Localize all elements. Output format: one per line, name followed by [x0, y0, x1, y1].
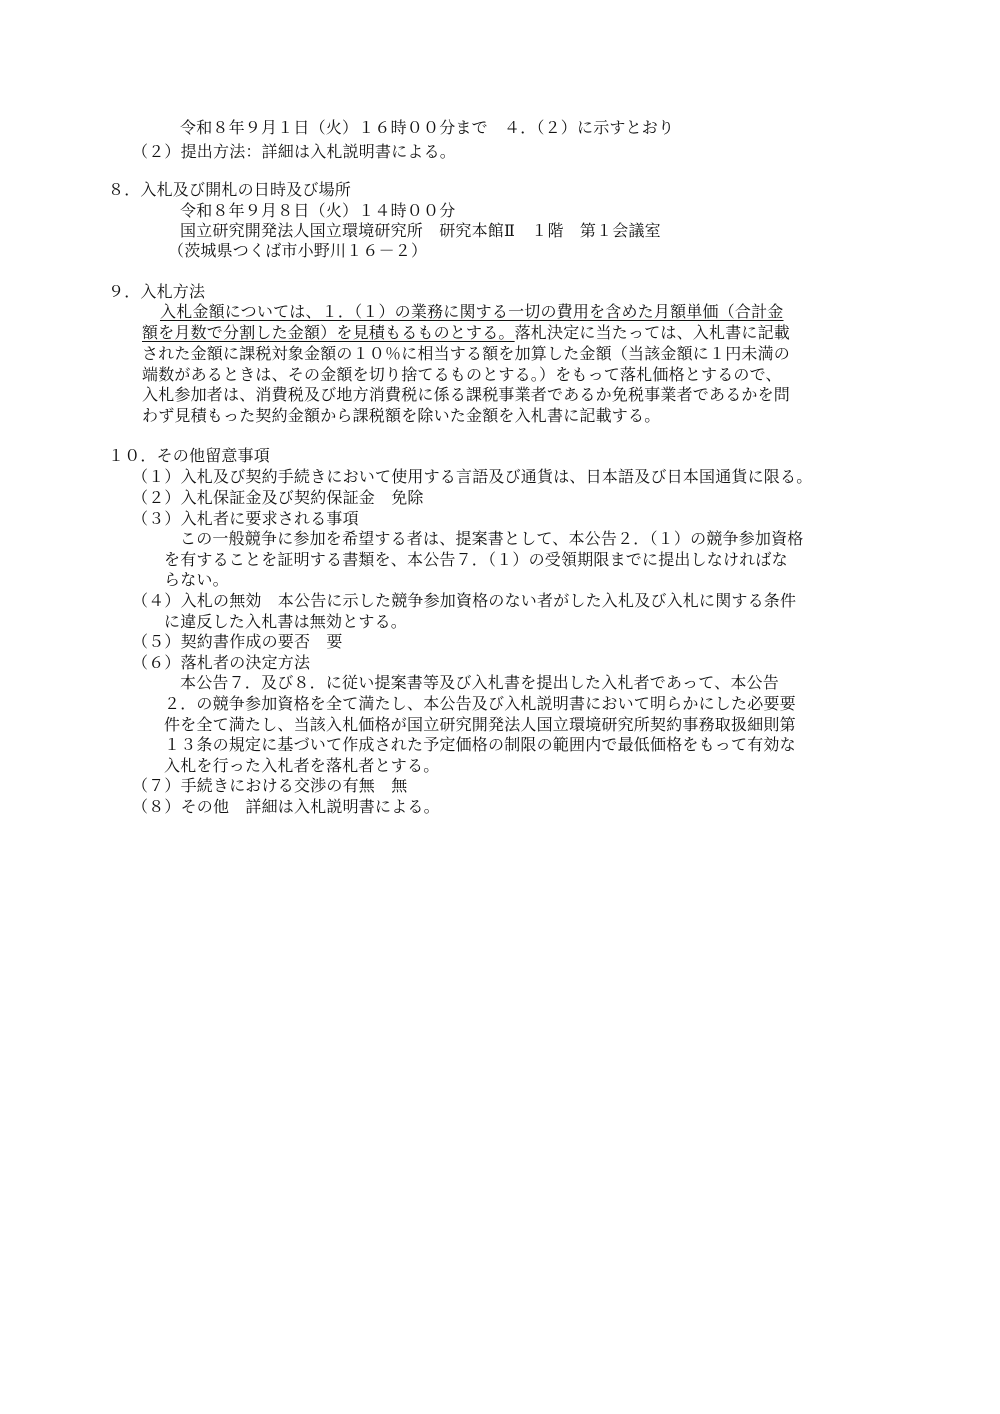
notes-item-3-line-2: を有することを証明する書類を、本公告７．（１）の受領期限までに提出しなければな: [164, 550, 788, 569]
bid-method-line-1: 入札金額については、１．（１）の業務に関する一切の費用を含めた月額単価（合計金: [160, 302, 784, 321]
notes-item-4-line-1: （４）入札の無効 本公告に示した競争参加資格のない者がした入札及び入札に関する条件: [132, 591, 797, 610]
notes-item-1: （１）入札及び契約手続きにおいて使用する言語及び通貨は、日本語及び日本国通貨に限る。: [132, 467, 813, 486]
bid-method-line-6: わず見積もった契約金額から課税額を除いた金額を入札書に記載する。: [142, 406, 661, 425]
bid-method-line-2: [142, 323, 790, 343]
notes-item-8: （８）その他 詳細は入札説明書による。: [132, 797, 440, 816]
bid-opening-datetime: 令和８年９月８日（火）１４時００分: [180, 201, 456, 220]
bid-method-line-4: 端数があるときは、その金額を切り捨てるものとする。）をもって落札価格とするので、: [142, 365, 782, 384]
submission-method: （２）提出方法：詳細は入札説明書による。: [132, 142, 457, 161]
notes-item-6: （６）落札者の決定方法: [132, 653, 311, 672]
notes-item-6-line-4: １３条の規定に基づいて作成された予定価格の制限の範囲内で最低価格をもって有効な: [164, 735, 796, 754]
section-8-heading: ８．入札及び開札の日時及び場所: [108, 180, 352, 199]
bid-opening-place: 国立研究開発法人国立環境研究所 研究本館Ⅱ １階 第１会議室: [180, 221, 661, 240]
notes-item-7: （７）手続きにおける交渉の有無 無: [132, 776, 408, 795]
notes-item-6-line-5: 入札を行った入札者を落札者とする。: [164, 756, 440, 775]
bid-method-line-2-underlined: 額を月数で分割した金額）を見積もるものとする。: [142, 323, 515, 342]
notes-item-3-line-3: らない。: [164, 570, 229, 589]
notes-item-5: （５）契約書作成の要否 要: [132, 632, 343, 651]
deadline-line: 令和８年９月１日（火）１６時００分まで ４．（２）に示すとおり: [180, 118, 675, 137]
notes-item-3-line-1: この一般競争に参加を希望する者は、提案書として、本公告２．（１）の競争参加資格: [180, 529, 804, 548]
notes-item-6-line-2: ２．の競争参加資格を全て満たし、本公告及び入札説明書において明らかにした必要要: [164, 694, 796, 713]
notes-item-6-line-3: 件を全て満たし、当該入札価格が国立研究開発法人国立環境研究所契約事務取扱細則第: [164, 715, 796, 734]
notes-item-2: （２）入札保証金及び契約保証金 免除: [132, 488, 424, 507]
bid-method-line-5: 入札参加者は、消費税及び地方消費税に係る課税事業者であるか免税事業者であるかを問: [142, 385, 791, 404]
notes-item-3: （３）入札者に要求される事項: [132, 509, 359, 528]
bid-method-line-2-rest: 落札決定に当たっては、入札書に記載: [514, 323, 791, 342]
notes-item-6-line-1: 本公告７．及び８．に従い提案書等及び入札書を提出した入札者であって、本公告: [180, 673, 779, 692]
section-9-heading: ９．入札方法: [108, 282, 206, 301]
section-10-heading: １０．その他留意事項: [108, 446, 271, 465]
notes-item-4-line-2: に違反した入札書は無効とする。: [164, 612, 408, 631]
bid-method-line-3: された金額に課税対象金額の１０％に相当する額を加算した金額（当該金額に１円未満の: [142, 344, 791, 363]
bid-opening-address: （茨城県つくば市小野川１６－２）: [168, 241, 428, 260]
